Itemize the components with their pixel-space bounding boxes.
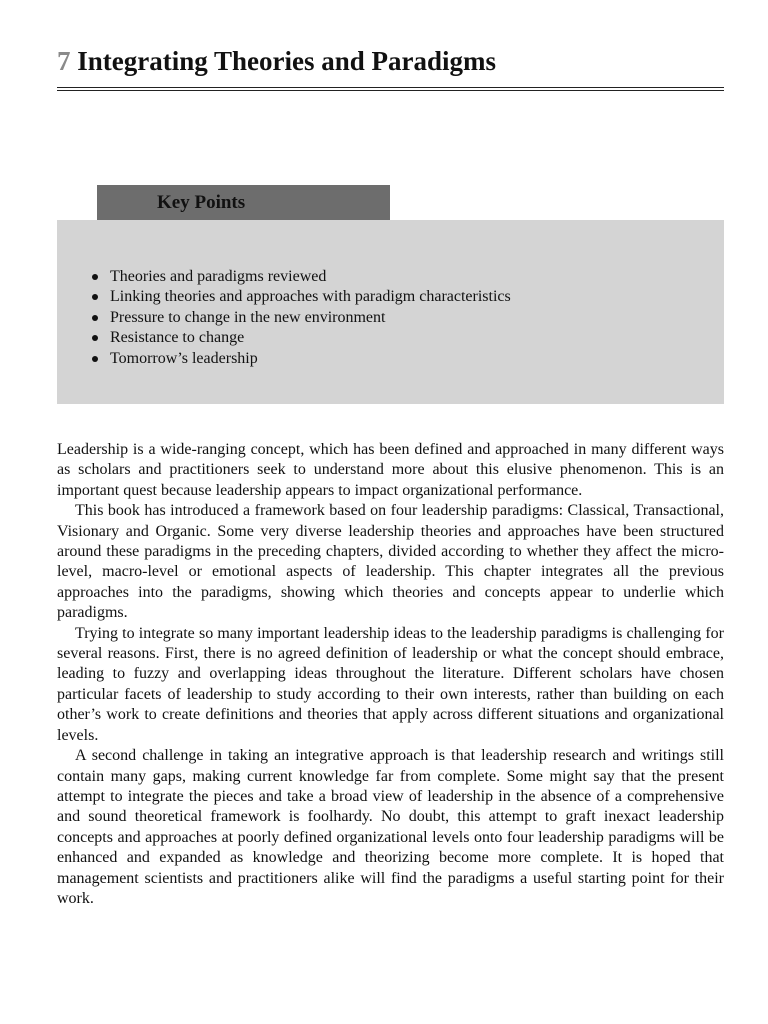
key-point-item: Resistance to change — [110, 328, 511, 348]
body-text — [57, 440, 724, 909]
key-point-item: Linking theories and approaches with paradigm characteristics — [110, 287, 511, 307]
chapter-title-text: Integrating Theories and Paradigms — [77, 46, 497, 76]
key-point-item: Pressure to change in the new environment — [110, 308, 511, 328]
key-points-heading: Key Points — [97, 185, 390, 220]
key-point-item: Theories and paradigms reviewed — [110, 267, 511, 287]
paragraph: A second challenge in taking an integrative approach is that leadership research and writings still contain many gaps, making current knowledge far from complete. Some might say that the present attempt to integrate the pieces and take a broad view of leadership in the absence of a comprehensive and sound theoretical framework is foolhardy. No doubt, this attempt to graft inexact leadership concepts and approaches at poorly defined organizational levels onto four leadership paradigms will be enhanced and expanded as knowledge and theorizing become more complete. It is hoped that management scientists and practitioners alike will find the paradigms a useful starting point for their work. — [57, 747, 724, 907]
chapter-title — [57, 44, 724, 78]
header-rule — [57, 87, 724, 91]
key-point-item: Tomorrow’s leadership — [110, 349, 511, 369]
paragraph: This book has introduced a framework based on four leadership paradigms: Classical, Transactional, Visionary and Organic. Some very diverse leadership theories and approaches have been structured around these paradigms in the preceding chapters, divided according to whether they affect the micro-level, macro-level or emotional aspects of leadership. This chapter integrates all the previous approaches into the paradigms, showing which theories and concepts appear to underlie which paradigms. — [57, 502, 724, 622]
paragraph: Trying to integrate so many important leadership ideas to the leadership paradigms is challenging for several reasons. First, there is no agreed definition of leadership or what the concept should embrace, leading to fuzzy and overlapping ideas throughout the literature. Different scholars have chosen particular facets of leadership to study according to their own interests, rather than building on each other’s work to create definitions and theories that apply across different situations and organizational levels. — [57, 624, 724, 744]
chapter-number: 7 — [57, 46, 71, 76]
key-points-list — [110, 267, 511, 369]
paragraph: Leadership is a wide-ranging concept, which has been defined and approached in many different ways as scholars and practitioners seek to understand more about this elusive phenomenon. This is an important quest because leadership appears to impact organizational performance. — [57, 441, 724, 499]
